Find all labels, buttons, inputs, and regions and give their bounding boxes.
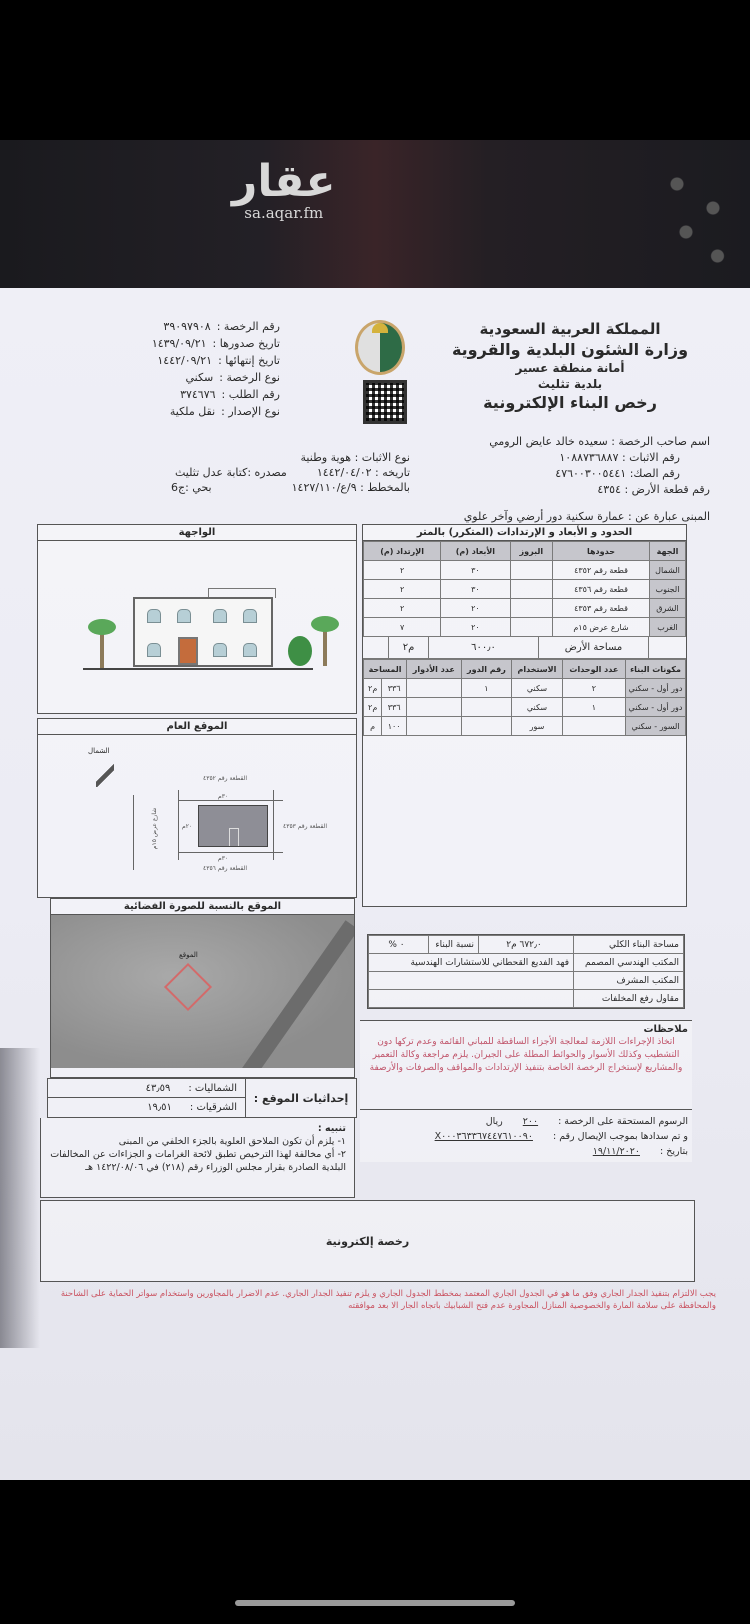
plot-east-label: القطعة رقم ٤٣٥٣	[283, 823, 328, 830]
remarks-text: اتخاذ الإجراءات اللازمة لمعالجة الأجزاء الساقطة للمباني القائمة وعدم تركها دون التشطيب وكذلك الأسوار والحوائط المطلة على الجيران. يلزم مراجعة وكالة التعمير والمشاريع لإستخراج الرخصة الخاصة بتنفيذ الإرتدادات والمواقف والصرفات والأرصفة	[369, 1037, 683, 1073]
summary-section	[367, 934, 685, 1009]
plot-value: ٤٣٥٤	[597, 483, 621, 496]
footer-note: يجب الالتزام بتنفيذ الجدار الجاري وفق ما هو في الجدول الجاري المعتمد بمخطط الجدول الجاري و يلزم تنفيذ الجدار الجاري. عدم الاضرار بالمجاورين واستخدام سواتر الحماية على الشاحنة والمحافظة على سلامة المارة والخصوصية المنازل المجاورة عدم فتح الشبابيك باتجاه الجار الا بعد موافقته	[60, 1289, 716, 1311]
col-component: مكونات البناء	[626, 660, 686, 679]
col-side: الجهة	[650, 542, 686, 561]
cell-side: الجنوب	[650, 580, 686, 599]
country-name: المملكة العربية السعودية	[479, 320, 661, 338]
cell-border: قطعة رقم ٤٣٥٣	[552, 599, 649, 618]
issue-date-label: تاريخ صدورها :	[212, 337, 280, 350]
cell-setback: ٧	[364, 618, 441, 637]
issue-type-label: نوع الإصدار :	[221, 405, 280, 418]
road	[219, 920, 354, 1068]
fees-section	[360, 1110, 692, 1162]
cell-border: قطعة رقم ٤٣٥٢	[552, 561, 649, 580]
col-projection: البروز	[510, 542, 552, 561]
id-label: رقم الاثبات :	[621, 451, 680, 464]
col-area: المساحة	[364, 660, 407, 679]
note-item: ١- يلزم أن تكون الملاحق العلوية بالجزء الخلفي من المبنى	[118, 1136, 346, 1147]
request-number-label: رقم الطلب :	[221, 388, 280, 401]
cell-use: سكني	[512, 679, 563, 698]
facade-title: الواجهة	[38, 525, 356, 541]
location-marker-icon	[164, 963, 212, 1011]
beads-decoration	[650, 160, 740, 280]
ground-line	[83, 668, 313, 670]
designer-value: فهد الفديع القحطاني للاستشارات الهندسية	[369, 954, 574, 972]
summary-table	[368, 935, 684, 1008]
proof-district: بحي :ج6	[170, 481, 212, 494]
supervisor-label: المكتب المشرف	[574, 972, 684, 990]
cell-dimension: ٣٠	[441, 561, 510, 580]
plot-north-label: القطعة رقم ٤٣٥٢	[203, 775, 248, 782]
cell-use: سكني	[512, 698, 563, 717]
plot-label: رقم قطعة الأرض :	[624, 483, 710, 496]
total-area-value: ٦٧٢٫٠ م٢	[479, 936, 574, 954]
bounds-section	[362, 524, 687, 907]
cell-component: السور - سكني	[626, 717, 686, 736]
dim-bottom: ٣٠م	[218, 855, 229, 862]
owner-info	[380, 434, 710, 498]
license-info	[100, 318, 280, 420]
aqar-watermark	[232, 156, 336, 222]
notes-title: تنبيه :	[317, 1123, 346, 1134]
issue-date-value: ١٤٣٩/٠٩/٢١	[151, 337, 207, 350]
cell-side: الشمال	[650, 561, 686, 580]
license-number-value: ٣٩٠٩٧٩٠٨	[163, 320, 211, 333]
watermark-brand: عقار	[232, 156, 336, 207]
electronic-license-box	[40, 1200, 695, 1282]
proof-date: تاريخه : ١٤٤٢/٠٤/٠٢	[316, 466, 410, 479]
remarks-section	[360, 1020, 692, 1110]
col-setback: الإرتداد (م)	[364, 542, 441, 561]
cell-projection	[510, 561, 552, 580]
window-icon	[243, 609, 257, 623]
total-area-label: مساحة البناء الكلي	[574, 936, 684, 954]
cell-unit: م	[364, 717, 382, 736]
cell-floor	[461, 717, 512, 736]
fees-currency: ريال	[485, 1116, 503, 1127]
proof-info	[80, 450, 410, 495]
satellite-marker-label: الموقع	[179, 951, 198, 959]
receipt-label: و تم سدادها بموجب الإيصال رقم :	[552, 1131, 688, 1142]
cell-area: ١٠٠	[382, 717, 407, 736]
cell-projection	[510, 618, 552, 637]
cell-area: ٣٣٦	[382, 679, 407, 698]
municipality-name: بلدية تثليث	[537, 377, 603, 391]
ministry-logo-icon	[355, 320, 405, 375]
cell-units: ٢	[562, 679, 625, 698]
cell-floors	[407, 679, 462, 698]
plot-south-label: القطعة رقم ٤٣٥٦	[203, 865, 248, 872]
request-number-value: ٣٧٤٦٧٦	[180, 388, 216, 401]
north-arrow-icon	[96, 763, 114, 787]
cell-floor	[461, 698, 512, 717]
window-icon	[177, 609, 191, 623]
region-name: أمانة منطقة عسير	[515, 361, 625, 375]
cell-dimension: ٢٠	[441, 599, 510, 618]
cell-use: سور	[512, 717, 563, 736]
east-coord-value: ١٩٫٥١	[147, 1102, 172, 1113]
street-label: شارع عرض ١٥م	[151, 807, 159, 850]
satellite-section	[50, 898, 355, 1078]
palm-tree-icon	[100, 629, 104, 669]
col-dimension: الأبعاد (م)	[441, 542, 510, 561]
cell-setback: ٢	[364, 599, 441, 618]
qr-code-icon	[363, 380, 407, 424]
license-type-value: سكني	[185, 371, 214, 384]
proof-type: نوع الاثبات : هوية وطنية	[300, 451, 410, 464]
cell-area: ٣٣٦	[382, 698, 407, 717]
payment-date-label: بتاريخ :	[660, 1146, 688, 1157]
facade-section	[37, 524, 357, 714]
expiry-date-value: ١٤٤٢/٠٩/٢١	[157, 354, 213, 367]
cell-border: قطعة رقم ٤٣٥٦	[552, 580, 649, 599]
land-area-value: ٦٠٠٫٠	[428, 637, 538, 658]
land-area-label: مساحة الأرض	[538, 637, 648, 658]
col-border: حدودها	[552, 542, 649, 561]
facade-drawing	[38, 541, 356, 701]
cell-component: دور أول - سكني	[626, 698, 686, 717]
coordinates-section	[47, 1078, 357, 1118]
cell-unit: م٢	[364, 698, 382, 717]
ratio-label: نسبة البناء	[429, 936, 479, 954]
window-icon	[147, 643, 161, 657]
window-icon	[243, 643, 257, 657]
north-coord-label: الشماليات :	[188, 1082, 237, 1094]
contractor-value	[369, 990, 574, 1008]
door-icon	[178, 637, 198, 665]
table-row	[364, 698, 686, 717]
site-plan-drawing	[38, 735, 356, 890]
cell-floors	[407, 717, 462, 736]
cell-units	[562, 717, 625, 736]
ratio-value: ٠ %	[369, 936, 429, 954]
north-label: الشمال	[88, 747, 110, 755]
col-floor-number: رقم الدور	[461, 660, 512, 679]
cell-component: دور أول - سكني	[626, 679, 686, 698]
coordinates-label: إحداثيات الموقع :	[253, 1091, 349, 1105]
holder-value: سعيده خالد عايض الرومي	[489, 435, 608, 448]
cell-dimension: ٣٠	[441, 580, 510, 599]
building-license-document	[0, 288, 750, 1480]
window-icon	[147, 609, 161, 623]
fees-amount: ٢٠٠	[522, 1116, 539, 1127]
cell-projection	[510, 580, 552, 599]
dim-top: ٣٠م	[218, 793, 229, 800]
photo-background	[0, 140, 750, 290]
hand-shadow	[0, 1048, 40, 1348]
palm-tree-icon	[323, 626, 327, 666]
holder-label: اسم صاحب الرخصة :	[611, 435, 710, 448]
tree-icon	[288, 636, 312, 666]
id-value: ١٠٨٨٧٣٦٨٨٧	[559, 451, 619, 464]
satellite-image	[51, 915, 354, 1068]
document-title: رخص البناء الإلكترونية	[483, 393, 657, 412]
site-plan-section	[37, 718, 357, 898]
watermark-url: sa.aqar.fm	[244, 204, 324, 222]
building-description: المبنى عبارة عن : عمارة سكنية دور أرضي وآخر علوي	[463, 510, 710, 523]
designer-label: المكتب الهندسي المصمم	[574, 954, 684, 972]
components-table	[363, 659, 686, 736]
electronic-license-label: رخصة إلكترونية	[325, 1234, 410, 1248]
land-area-unit: م٢	[388, 637, 428, 658]
contractor-label: مقاول رفع المخلفات	[574, 990, 684, 1008]
receipt-number: X٠٠٠٣٦٣٣٦٧٤٤٧٦١٠٠٩٠	[434, 1131, 533, 1142]
home-indicator[interactable]	[235, 1600, 515, 1606]
table-row	[364, 561, 686, 580]
proof-plan: بالمخطط : ٩/ع/١٤٢٧/١١٠	[291, 481, 410, 494]
cell-unit: م٢	[364, 679, 382, 698]
cell-dimension: ٢٠	[441, 618, 510, 637]
expiry-date-label: تاريخ إنتهائها :	[218, 354, 280, 367]
cell-side: الغرب	[650, 618, 686, 637]
payment-date-value: ١٩/١١/٢٠٢٠	[592, 1146, 640, 1157]
table-row	[364, 618, 686, 637]
table-row	[364, 599, 686, 618]
document-header	[420, 320, 720, 412]
cell-side: الشرق	[650, 599, 686, 618]
deed-value: ٤٧٦٠٠٣٠٠٥٤٤١	[555, 467, 627, 480]
remarks-title: ملاحظات	[643, 1024, 688, 1035]
cell-floors	[407, 698, 462, 717]
note-item: ٢- أي مخالفة لهذا الترخيص تطبق لائحة الغرامات و الجزاءات عن المخالفات البلدية الصادرة بقرار مجلس الوزراء رقم (٢١٨) في ١٤٢٢/٠٨/٠٦ هـ	[50, 1149, 346, 1173]
issue-type-value: نقل ملكية	[169, 405, 216, 418]
building-elevation-icon	[133, 597, 273, 667]
site-plan-title: الموقع العام	[38, 719, 356, 735]
notes-section	[40, 1118, 355, 1198]
land-area-row	[363, 637, 686, 659]
table-row	[364, 679, 686, 698]
window-icon	[213, 643, 227, 657]
fees-label: الرسوم المستحقة على الرخصة :	[558, 1116, 688, 1127]
cell-setback: ٢	[364, 561, 441, 580]
table-row	[364, 717, 686, 736]
bounds-table	[363, 541, 686, 637]
cell-border: شارع عرض ١٥م	[552, 618, 649, 637]
col-use: الاستخدام	[512, 660, 563, 679]
deed-label: رقم الصك:	[629, 467, 680, 480]
satellite-title: الموقع بالنسبة للصورة الفضائية	[51, 899, 354, 915]
east-coord-label: الشرقيات :	[189, 1102, 237, 1113]
license-number-label: رقم الرخصة :	[216, 320, 280, 333]
window-icon	[213, 609, 227, 623]
bounds-title: الحدود و الأبعاد و الإرتدادات (المتكرر) بالمتر	[363, 525, 686, 541]
plot-shape	[198, 805, 268, 847]
table-row	[364, 580, 686, 599]
cell-floor: ١	[461, 679, 512, 698]
ministry-name: وزارة الشئون البلدية والقروية	[451, 340, 689, 359]
supervisor-value	[369, 972, 574, 990]
dim-side: ٢٠م	[182, 823, 193, 830]
cell-units: ١	[562, 698, 625, 717]
cell-projection	[510, 599, 552, 618]
cell-setback: ٢	[364, 580, 441, 599]
north-coord-value: ٤٣٫٥٩	[145, 1082, 171, 1094]
license-type-label: نوع الرخصة :	[219, 371, 280, 384]
proof-source: مصدره :كتابة عدل تثليث	[175, 466, 287, 479]
col-floors-count: عدد الأدوار	[407, 660, 462, 679]
col-units: عدد الوحدات	[562, 660, 625, 679]
